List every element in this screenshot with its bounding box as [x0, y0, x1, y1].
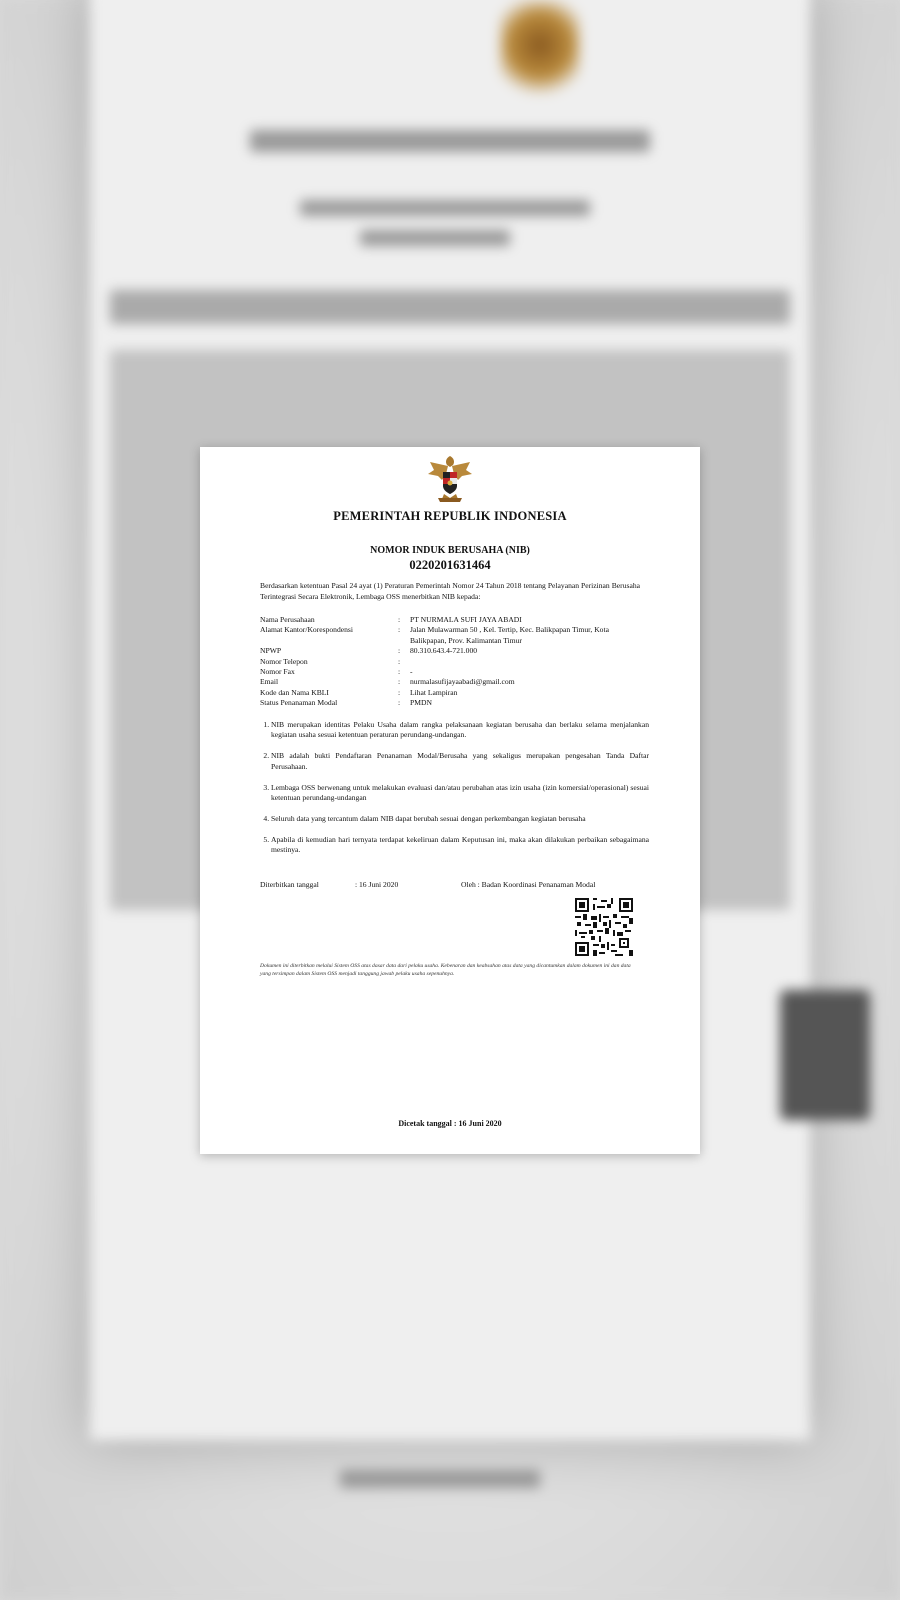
terms-item: 4. Seluruh data yang tercantum dalam NIB dapat berubah sesuai dengan perkembangan kegiatan berusaha: [271, 814, 649, 824]
field-row-email: [260, 677, 640, 687]
issued-by: Oleh : Badan Koordinasi Penanaman Modal: [461, 880, 596, 889]
terms-item: 3. Lembaga OSS berwenang untuk melakukan evaluasi dan/atau perubahan atas izin usaha (izin komersial/operasional) sesuai ketentuan perundang-undangan: [271, 783, 649, 804]
field-label: Email: [260, 677, 279, 687]
field-value: Jalan Mulawarman 50 , Kel. Tertip, Kec. Balikpapan Timur, Kota Balikpapan, Prov. Kalimantan Timur: [410, 625, 609, 645]
field-colon: :: [398, 615, 401, 624]
nib-number: 0220201631464: [409, 558, 491, 572]
field-colon: :: [398, 698, 401, 708]
field-row-fax: [260, 667, 640, 677]
printed-date: Dicetak tanggal : 16 Juni 2020: [398, 1119, 502, 1128]
field-label: Nama Perusahaan: [260, 615, 315, 624]
field-row-kbli: [260, 688, 640, 698]
field-label: Alamat Kantor/Korespondensi: [260, 625, 354, 635]
terms-item: 1. NIB merupakan identitas Pelaku Usaha dalam rangka pelaksanaan kegiatan berusaha dan berlaku selama menjalankan kegiatan usaha sesuai ketentuan peraturan perundang-undangan.: [271, 720, 649, 741]
field-row-address: [260, 625, 640, 646]
blurred-title-bar: [250, 130, 650, 152]
blurred-qr-code: [780, 990, 870, 1120]
field-colon: :: [398, 625, 401, 635]
field-value: [410, 657, 640, 667]
field-colon: :: [398, 677, 401, 687]
nib-label: NOMOR INDUK BERUSAHA (NIB): [370, 545, 530, 556]
field-label: Nomor Telepon: [260, 656, 308, 666]
blurred-number-bar: [360, 230, 510, 246]
field-value: 80.310.643.4-721.000: [410, 646, 478, 656]
issued-label: Diterbitkan tanggal: [260, 880, 319, 889]
field-value: PMDN: [410, 698, 432, 708]
terms-list: [260, 720, 649, 866]
company-fields: [260, 615, 640, 709]
field-row-phone: [260, 657, 640, 667]
terms-item: 2. NIB adalah bukti Pendaftaran Penanaman Modal/Berusaha yang sekaligus merupakan pengesahan Tanda Daftar Perusahaan.: [271, 751, 649, 772]
field-value: PT NURMALA SUFI JAYA ABADI: [410, 615, 522, 624]
field-row-npwp: [260, 646, 640, 656]
government-title: PEMERINTAH REPUBLIK INDONESIA: [333, 509, 567, 523]
field-label: Nomor Fax: [260, 667, 295, 677]
field-colon: :: [398, 667, 401, 677]
field-value: -: [410, 667, 413, 677]
field-colon: :: [398, 646, 401, 656]
intro-paragraph: Berdasarkan ketentuan Pasal 24 ayat (1) Peraturan Pemerintah Nomor 24 Tahun 2018 tentang Pelayanan Perizinan Berusaha Terintegrasi Secara Elektronik, Lembaga OSS menerbitkan NIB kepada:: [260, 581, 640, 601]
field-value: Lihat Lampiran: [410, 687, 458, 697]
blurred-subtitle-bar: [300, 200, 590, 216]
field-label: NPWP: [260, 646, 282, 656]
blurred-emblem: [500, 0, 580, 100]
field-label: Status Penanaman Modal: [260, 698, 338, 708]
field-colon: :: [398, 687, 401, 697]
garuda-emblem-icon: [424, 452, 476, 504]
terms-item: 5. Apabila di kemudian hari ternyata terdapat kekeliruan dalam Keputusan ini, maka akan dilakukan perbaikan sebagaimana mestinya.: [271, 835, 649, 856]
field-label: Kode dan Nama KBLI: [260, 687, 329, 697]
field-row-company-name: [260, 615, 640, 625]
field-colon: :: [398, 656, 401, 666]
blurred-footer-bar: [340, 1470, 540, 1488]
nib-certificate: [200, 447, 700, 1154]
blurred-text-block: [110, 290, 790, 324]
issued-date: : 16 Juni 2020: [355, 880, 399, 889]
field-row-investment-status: [260, 698, 640, 708]
qr-code-icon: [575, 898, 633, 956]
disclaimer-text: Dokumen ini diterbitkan melalui Sistem OSS atas dasar data dari pelaku usaha. Kebenaran dan keabsahan atas data yang dicantumkan dalam dokumen ini dan data yang tersimpan dalam Sistem OSS menjadi tanggung jawab pelaku usaha sepenuhnya.: [260, 963, 631, 977]
field-value: nurmalasufijayaabadi@gmail.com: [410, 677, 515, 687]
